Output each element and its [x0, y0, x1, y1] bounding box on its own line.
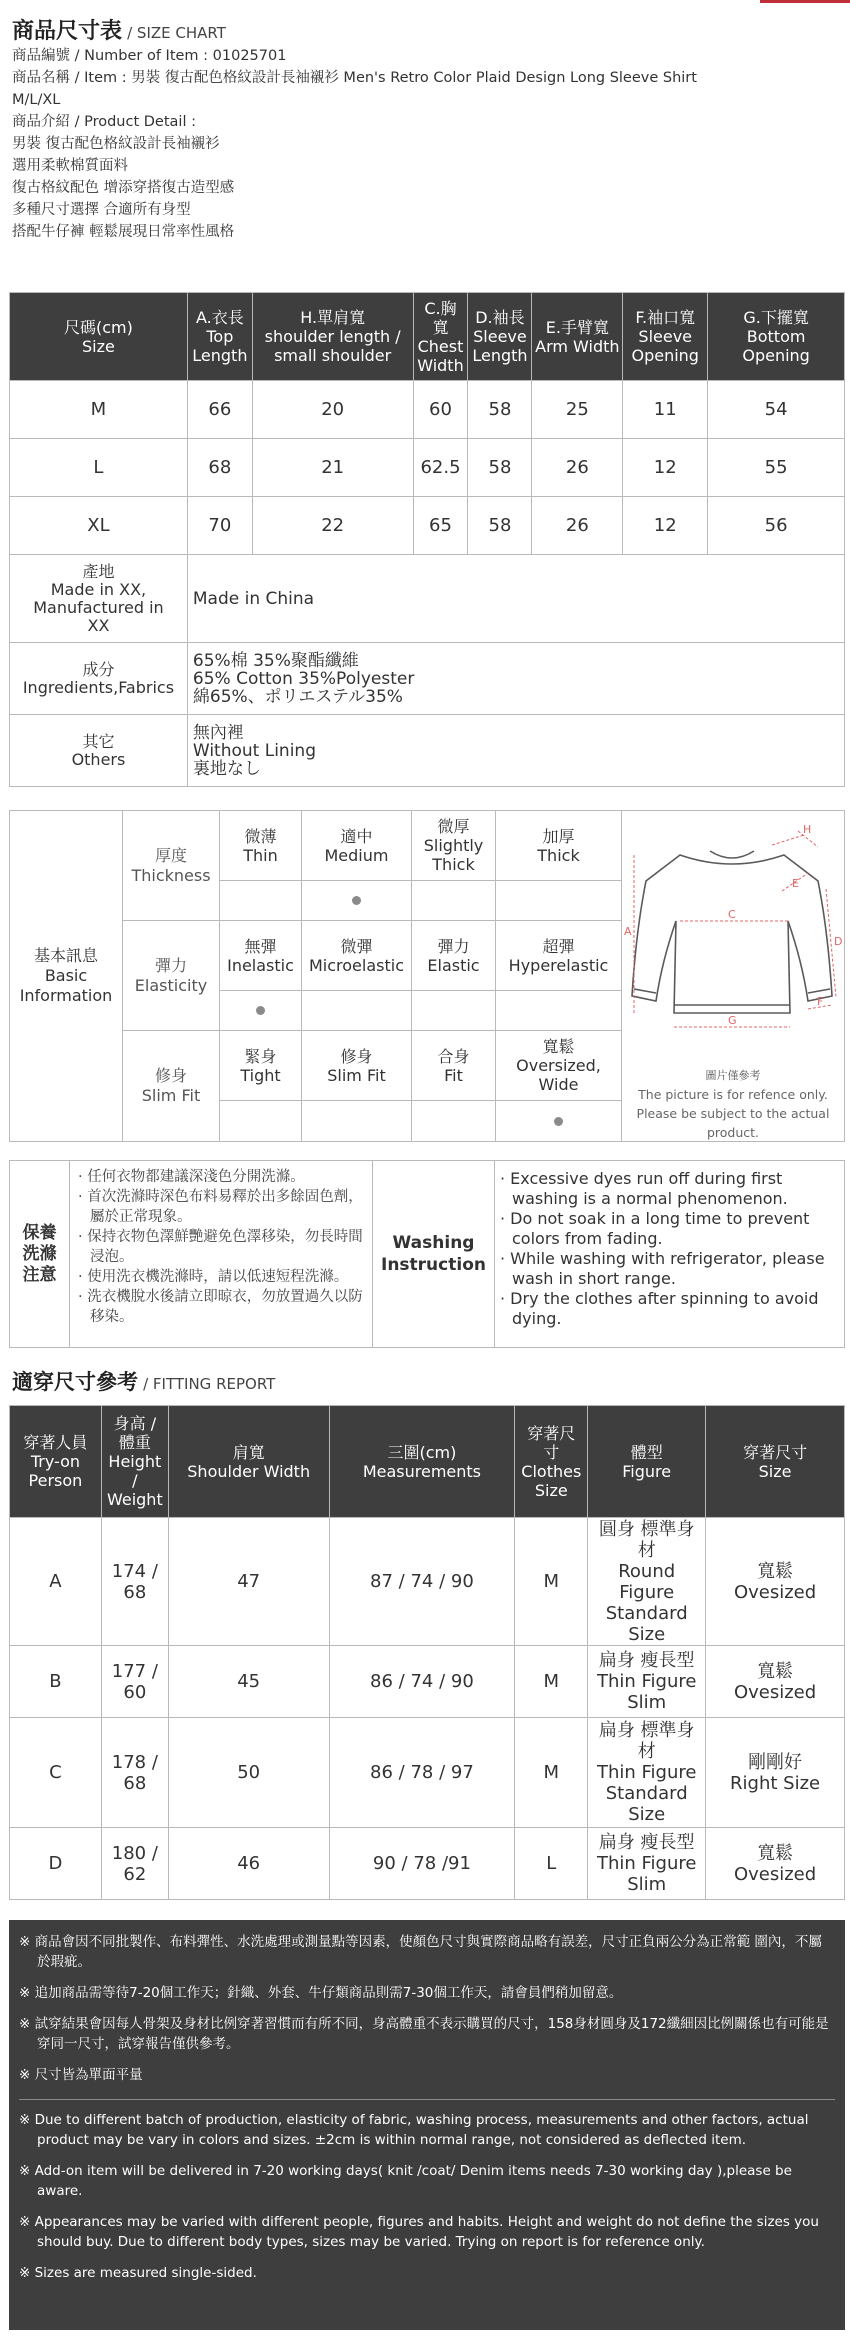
- product-detail-line: 搭配牛仔褲 輕鬆展現日常率性風格: [12, 224, 235, 240]
- col-header-top-length: A.衣長 Top Length: [187, 293, 252, 381]
- clothes-size-cell: M: [515, 1518, 588, 1646]
- clothes-size-cell: M: [515, 1646, 588, 1718]
- list-item: · 使用洗衣機洗滌時，請以低速短程洗滌。: [78, 1269, 349, 1285]
- note-item: ※ Due to different batch of production, elasticity of fabric, washing process, measurements and other factors, actual product may be vary in colors and sizes. ±2cm is within normal range, not considered as deflected item.: [19, 2112, 809, 2148]
- washing-label-cn: 保養 洗滌 注意: [10, 1161, 70, 1347]
- measurements-cell: 86 / 78 / 97: [329, 1718, 515, 1828]
- table-row: [10, 439, 845, 497]
- diagram-label-d: D: [834, 935, 843, 948]
- basic-info-section: [9, 810, 845, 1142]
- col-header-chest: C.胸 寬 Chest Width: [413, 293, 468, 381]
- size-table-header-row: [10, 293, 845, 381]
- note-item: ※ Sizes are measured single-sided.: [19, 2265, 257, 2281]
- diagram-label-c: C: [728, 908, 736, 921]
- value-cell: 70: [187, 497, 252, 555]
- list-item: · 任何衣物都建議深淺色分開洗滌。: [78, 1169, 305, 1185]
- figure-cell: 扁身 瘦長型 Thin Figure Slim: [588, 1828, 706, 1900]
- value-cell: 60: [413, 381, 468, 439]
- person-cell: D: [10, 1828, 102, 1900]
- note-item: ※ Add-on item will be delivered in 7-20 working days( knit /coat/ Denim items needs 7-30 working day ),please be aware.: [19, 2163, 792, 2199]
- picture-note-cn: 圖片僅參考: [705, 1069, 761, 1082]
- measurements-cell: 87 / 74 / 90: [329, 1518, 515, 1646]
- clothes-size-cell: L: [515, 1828, 588, 1900]
- ingredients-label: 成分 Ingredients,Fabrics: [10, 643, 188, 715]
- fit-cell: 寬鬆 Ovesized: [706, 1646, 845, 1718]
- washing-en-list: [500, 1169, 845, 1329]
- elasticity-option-inelastic: 無彈 Inelastic: [220, 921, 302, 991]
- value-cell: 21: [252, 439, 413, 497]
- col-header-shoulder-width: 肩寬 Shoulder Width: [168, 1406, 329, 1518]
- note-item: ※ 商品會因不同批製作、布料彈性、水洗處理或測量點等因素，使顏色尺寸與實際商品略有誤差，尺寸正負兩公分為正常範 圍內，不屬於瑕疵。: [19, 1934, 822, 1970]
- page-subtitle: / SIZE CHART: [127, 24, 226, 42]
- fit-option-tight: 緊身 Tight: [220, 1031, 302, 1101]
- selected-dot-icon: [352, 896, 361, 905]
- note-item: ※ 尺寸皆為單面平量: [19, 2067, 143, 2083]
- list-item: · Excessive dyes run off during first washing is a normal phenomenon.: [500, 1169, 788, 1208]
- thickness-marker-cell: [302, 881, 412, 921]
- elasticity-marker-cell: [496, 991, 622, 1031]
- value-cell: 58: [468, 439, 532, 497]
- elasticity-marker-cell: [220, 991, 302, 1031]
- fit-option-slim: 修身 Slim Fit: [302, 1031, 412, 1101]
- picture-note-en: The picture is for refence only. Please be subject to the actual product.: [636, 1087, 830, 1140]
- thickness-marker-cell: [220, 881, 302, 921]
- person-cell: A: [10, 1518, 102, 1646]
- table-row: [10, 381, 845, 439]
- measurements-cell: 90 / 78 /91: [329, 1828, 515, 1900]
- fit-label: 修身 Slim Fit: [123, 1031, 220, 1141]
- value-cell: 56: [708, 497, 845, 555]
- fitting-report-header: [12, 1366, 275, 1396]
- person-cell: B: [10, 1646, 102, 1718]
- washing-section: [9, 1160, 845, 1348]
- height-weight-cell: 174 / 68: [101, 1518, 168, 1646]
- thickness-marker-cell: [412, 881, 496, 921]
- col-header-fit-size: 穿著尺寸 Size: [706, 1406, 845, 1518]
- list-item: · 洗衣機脫水後請立即晾衣，勿放置過久以防移染。: [78, 1289, 363, 1325]
- list-item: · While washing with refrigerator, please wash in short range.: [500, 1249, 825, 1288]
- product-detail-label: 商品介紹 / Product Detail :: [12, 114, 196, 130]
- value-cell: 62.5: [413, 439, 468, 497]
- product-detail-line: 復古格紋配色 增添穿搭復古造型感: [12, 180, 235, 196]
- thickness-option-slightly-thick: 微厚 Slightly Thick: [412, 811, 496, 881]
- fitting-header-row: [10, 1406, 845, 1518]
- note-item: ※ 試穿結果會因每人骨架及身材比例穿著習慣而有所不同，身高體重不表示購買的尺寸，158身材圓身及172纖細因比例關係也有可能是穿同一尺寸，試穿報告僅供參考。: [19, 2016, 829, 2052]
- figure-cell: 扁身 標準身 材 Thin Figure Standard Size: [588, 1718, 706, 1828]
- diagram-label-h: H: [803, 823, 812, 836]
- diagram-label-a: A: [624, 925, 632, 938]
- item-name: 商品名稱 / Item : 男裝 復古配色格紋設計長袖襯衫 Men's Retro Color Plaid Design Long Sleeve Shirt: [12, 70, 697, 86]
- fit-cell: 寬鬆 Ovesized: [706, 1518, 845, 1646]
- others-value: 無內裡 Without Lining 裏地なし: [187, 715, 844, 787]
- col-header-shoulder: H.單肩寬 shoulder length / small shoulder: [252, 293, 413, 381]
- diagram-label-e: E: [792, 877, 799, 890]
- value-cell: 12: [623, 497, 708, 555]
- divider: [123, 1030, 220, 1031]
- product-detail-line: 男裝 復古配色格紋設計長袖襯衫: [12, 136, 220, 152]
- origin-value: Made in China: [187, 555, 844, 643]
- ingredients-row: [10, 643, 845, 715]
- fit-marker-cell: [412, 1101, 496, 1141]
- col-header-arm-width: E.手臂寬 Arm Width: [532, 293, 623, 381]
- table-row: [10, 497, 845, 555]
- elasticity-marker-cell: [302, 991, 412, 1031]
- diagram-label-f: F: [817, 995, 824, 1008]
- notes-divider: [19, 2099, 835, 2100]
- table-row: [10, 1646, 845, 1718]
- fit-marker-cell: [496, 1101, 622, 1141]
- divider: [123, 920, 220, 921]
- thickness-option-thin: 微薄 Thin: [220, 811, 302, 881]
- size-cell: L: [10, 439, 188, 497]
- value-cell: 26: [532, 439, 623, 497]
- col-header-figure: 體型 Figure: [588, 1406, 706, 1518]
- measure-lines-icon: [634, 831, 836, 1027]
- col-header-sleeve-length: D.袖長 Sleeve Length: [468, 293, 532, 381]
- value-cell: 26: [532, 497, 623, 555]
- shoulder-cell: 46: [168, 1828, 329, 1900]
- col-header-measurements: 三圍(cm) Measurements: [329, 1406, 515, 1518]
- origin-label: 產地 Made in XX, Manufactured in XX: [10, 555, 188, 643]
- size-chart-header: [12, 14, 842, 243]
- value-cell: 25: [532, 381, 623, 439]
- value-cell: 54: [708, 381, 845, 439]
- figure-cell: 扁身 瘦長型 Thin Figure Slim: [588, 1646, 706, 1718]
- list-item: · Dry the clothes after spinning to avoid dying.: [500, 1289, 819, 1328]
- fitting-table: [9, 1405, 845, 1900]
- list-item: · 保持衣物色澤鮮艷避免色澤移染，勿長時間浸泡。: [78, 1229, 363, 1265]
- value-cell: 55: [708, 439, 845, 497]
- shoulder-cell: 45: [168, 1646, 329, 1718]
- item-sizes: M/L/XL: [12, 92, 61, 108]
- value-cell: 11: [623, 381, 708, 439]
- fit-marker-cell: [302, 1101, 412, 1141]
- elasticity-label: 彈力 Elasticity: [123, 921, 220, 1031]
- size-cell: M: [10, 381, 188, 439]
- fit-cell: 剛剛好 Right Size: [706, 1718, 845, 1828]
- value-cell: 68: [187, 439, 252, 497]
- basic-info-label: 基本訊息 Basic Information: [10, 811, 123, 1141]
- clothes-size-cell: M: [515, 1718, 588, 1828]
- table-row: [10, 1718, 845, 1828]
- person-cell: C: [10, 1718, 102, 1828]
- measurements-cell: 86 / 74 / 90: [329, 1646, 515, 1718]
- selected-dot-icon: [554, 1117, 563, 1126]
- value-cell: 22: [252, 497, 413, 555]
- fit-cell: 寬鬆 Ovesized: [706, 1828, 845, 1900]
- page-title: 商品尺寸表: [12, 19, 123, 44]
- ingredients-value: 65%棉 35%聚酯纖維 65% Cotton 35%Polyester 綿65%、ポリエステル35%: [187, 643, 844, 715]
- value-cell: 58: [468, 497, 532, 555]
- washing-instruction-label: Washing Instruction: [372, 1161, 495, 1347]
- col-header-clothes-size: 穿著尺 寸 Clothes Size: [515, 1406, 588, 1518]
- col-header-person: 穿著人員 Try-on Person: [10, 1406, 102, 1518]
- note-item: ※ 追加商品需等待7-20個工作天；針織、外套、牛仔類商品則需7-30個工作天，請會員們稍加留意。: [19, 1985, 623, 2001]
- others-label: 其它 Others: [10, 715, 188, 787]
- col-header-size: 尺碼(cm) Size: [10, 293, 188, 381]
- value-cell: 58: [468, 381, 532, 439]
- thickness-marker-cell: [496, 881, 622, 921]
- table-row: [10, 1828, 845, 1900]
- others-row: [10, 715, 845, 787]
- size-cell: XL: [10, 497, 188, 555]
- value-cell: 65: [413, 497, 468, 555]
- list-item: · Do not soak in a long time to prevent colors from fading.: [500, 1209, 810, 1248]
- col-header-bottom-opening: G.下擺寬 Bottom Opening: [708, 293, 845, 381]
- shoulder-cell: 50: [168, 1718, 329, 1828]
- washing-cn-list: [70, 1167, 372, 1347]
- height-weight-cell: 178 / 68: [101, 1718, 168, 1828]
- note-item: ※ Appearances may be varied with different people, figures and habits. Height and weight do not define the sizes you should buy. Due to different body types, sizes may be varied. Trying on report is for reference only.: [19, 2214, 819, 2250]
- sweater-outline-icon: [632, 851, 832, 1013]
- value-cell: 66: [187, 381, 252, 439]
- notes-section: [9, 1920, 845, 2330]
- figure-cell: 圓身 標準身 材 Round Figure Standard Size: [588, 1518, 706, 1646]
- origin-row: [10, 555, 845, 643]
- product-detail-line: 多種尺寸選擇 合適所有身型: [12, 202, 191, 218]
- elasticity-option-elastic: 彈力 Elastic: [412, 921, 496, 991]
- height-weight-cell: 180 / 62: [101, 1828, 168, 1900]
- fit-option-oversized: 寬鬆 Oversized, Wide: [496, 1031, 622, 1101]
- fitting-report-title: 適穿尺寸參考: [12, 1370, 138, 1394]
- fit-marker-cell: [220, 1101, 302, 1141]
- shoulder-cell: 47: [168, 1518, 329, 1646]
- diagram-label-g: G: [728, 1014, 737, 1027]
- thickness-label: 厚度 Thickness: [123, 811, 220, 921]
- col-header-sleeve-opening: F.袖口寬 Sleeve Opening: [623, 293, 708, 381]
- elasticity-option-microelastic: 微彈 Microelastic: [302, 921, 412, 991]
- item-number: 商品編號 / Number of Item : 01025701: [12, 48, 287, 64]
- table-row: [10, 1518, 845, 1646]
- thickness-option-thick: 加厚 Thick: [496, 811, 622, 881]
- size-table: [9, 292, 845, 787]
- thickness-option-medium: 適中 Medium: [302, 811, 412, 881]
- list-item: · 首次洗滌時深色布料易釋於出多餘固色劑，屬於正常現象。: [78, 1189, 363, 1225]
- value-cell: 20: [252, 381, 413, 439]
- accent-bar: [760, 0, 850, 3]
- col-header-height-weight: 身高 / 體重 Height / Weight: [101, 1406, 168, 1518]
- elasticity-option-hyperelastic: 超彈 Hyperelastic: [496, 921, 622, 991]
- selected-dot-icon: [256, 1006, 265, 1015]
- value-cell: 12: [623, 439, 708, 497]
- fitting-report-subtitle: / FITTING REPORT: [143, 1375, 276, 1393]
- height-weight-cell: 177 / 60: [101, 1646, 168, 1718]
- fit-option-fit: 合身 Fit: [412, 1031, 496, 1101]
- elasticity-marker-cell: [412, 991, 496, 1031]
- product-detail-line: 選用柔軟棉質面料: [12, 158, 128, 174]
